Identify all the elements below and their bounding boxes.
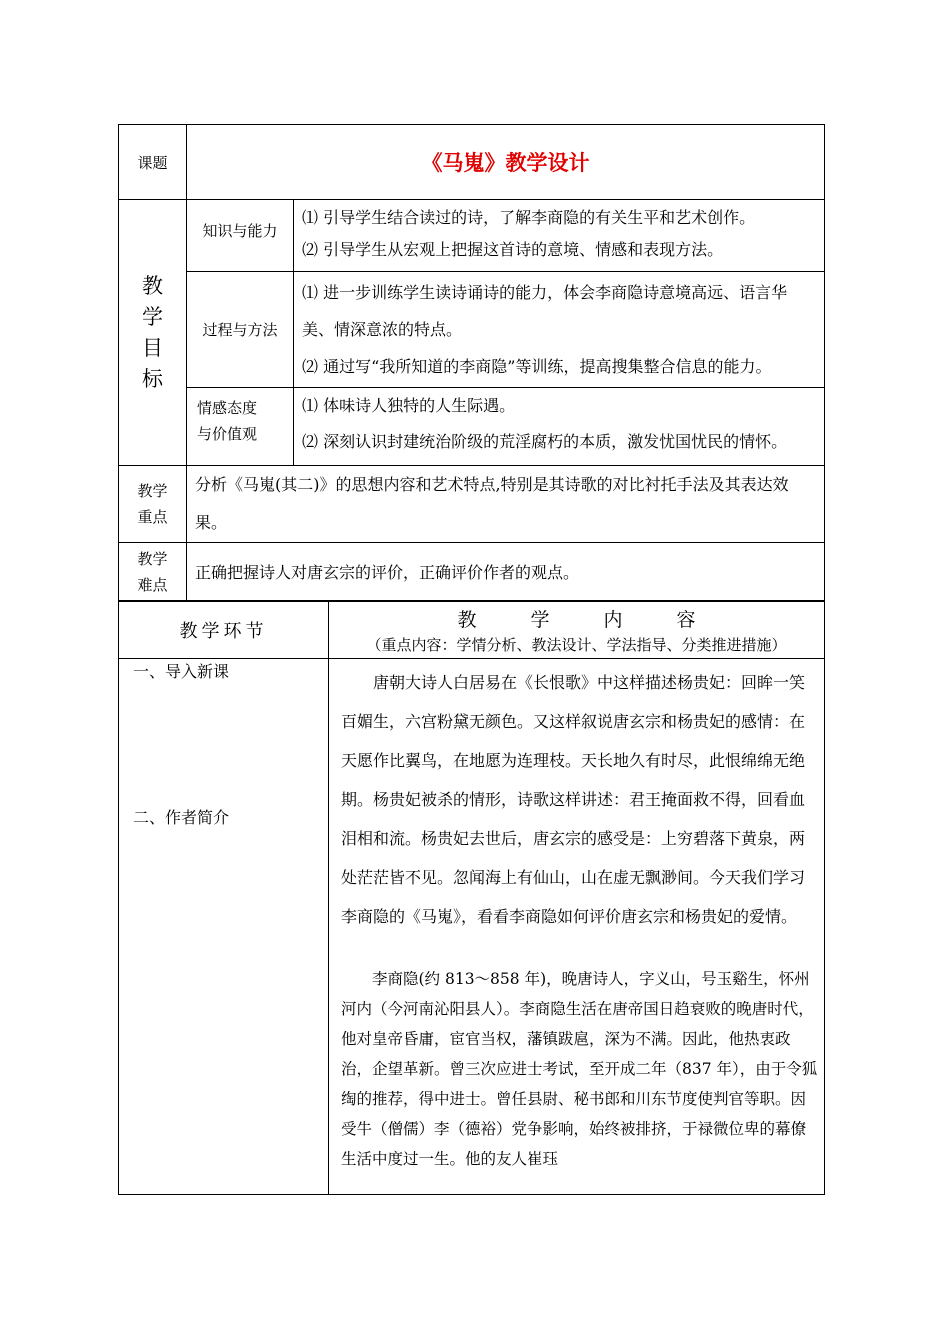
keypoint-content: 分析《马嵬(其二)》的思想内容和艺术特点,特别是其诗歌的对比衬托手法及其表达效果。 <box>187 466 825 543</box>
difficulty-label: 教学 难点 <box>119 543 187 601</box>
objective-label-process: 过程与方法 <box>187 272 294 388</box>
objective-label-values: 情感态度 与价值观 <box>187 388 294 466</box>
objective-item: ⑵ 深刻认识封建统治阶级的荒淫腐朽的本质，激发忧国忧民的情怀。 <box>302 432 788 451</box>
stage-header: 教学环节 <box>119 602 329 659</box>
objective-row-values <box>119 388 825 466</box>
content-body-row <box>119 659 825 1195</box>
objective-item: ⑴ 进一步训练学生读诗诵诗的能力，体会李商隐诗意境高远、语言华美、情深意浓的特点。 <box>302 283 788 339</box>
author-bio-text: 李商隐(约 813～858 年)，晚唐诗人，字义山，号玉谿生，怀州河内（今河南沁阳县人）。李商隐生活在唐帝国日趋衰败的晚唐时代，他对皇帝昏庸，宦官当权，藩镇跋扈，深为不满。因此，他热衷政治，企望革新。曾三次应进士考试，至开成二年（837 年），由于令狐绹的推荐，得中进士。曾任县尉、秘书郎和川东节度使判官等职。因受牛（僧儒）李（德裕）党争影响，始终被排挤，于禄微位卑的幕僚生活中度过一生。他的友人崔珏 <box>341 970 818 1168</box>
objective-row-process <box>119 272 825 388</box>
objective-item: ⑵ 引导学生从宏观上把握这首诗的意境、情感和表现方法。 <box>302 240 724 259</box>
keypoint-row <box>119 466 825 543</box>
topic-label: 课题 <box>119 125 187 200</box>
objective-content-knowledge <box>294 200 825 272</box>
objective-content-values <box>294 388 825 466</box>
objective-content-process <box>294 272 825 388</box>
objective-label-knowledge: 知识与能力 <box>187 200 294 272</box>
content-header-subtitle: （重点内容：学情分析、教法设计、学法指导、分类推进措施） <box>366 636 787 654</box>
content-header <box>329 602 825 659</box>
objective-item: ⑴ 体味诗人独特的人生际遇。 <box>302 396 516 415</box>
lesson-content-table <box>118 601 825 1195</box>
objective-item: ⑵ 通过写“我所知道的李商隐”等训练，提高搜集整合信息的能力。 <box>302 357 772 376</box>
difficulty-row <box>119 543 825 601</box>
content-header-row <box>119 602 825 659</box>
page-title: 《马嵬》教学设计 <box>187 125 825 200</box>
title-row <box>119 125 825 200</box>
intro-text: 唐朝大诗人白居易在《长恨歌》中这样描述杨贵妃：回眸一笑百媚生，六宫粉黛无颜色。又这样叙说唐玄宗和杨贵妃的感情：在天愿作比翼鸟，在地愿为连理枝。天长地久有时尽，此恨绵绵无绝期。杨贵妃被杀的情形，诗歌这样讲述：君王掩面救不得，回看血泪相和流。杨贵妃去世后，唐玄宗的感受是：上穷碧落下黄泉，两处茫茫皆不见。忽闻海上有仙山，山在虚无飘渺间。今天我们学习李商隐的《马嵬》，看看李商隐如何评价唐玄宗和杨贵妃的爱情。 <box>341 673 806 926</box>
content-column <box>329 659 825 1195</box>
objective-item: ⑴ 引导学生结合读过的诗，了解李商隐的有关生平和艺术创作。 <box>302 208 756 227</box>
objective-row-knowledge <box>119 200 825 272</box>
difficulty-content: 正确把握诗人对唐玄宗的评价，正确评价作者的观点。 <box>187 543 825 601</box>
stage-column <box>119 659 329 1195</box>
keypoint-label: 教学 重点 <box>119 466 187 543</box>
lesson-info-table <box>118 124 825 601</box>
spacer <box>329 936 824 958</box>
section-author: 二、作者简介 <box>133 808 230 827</box>
objectives-label: 教 学 目 标 <box>119 200 187 466</box>
section-intro: 一、导入新课 <box>133 662 230 681</box>
content-header-title: 教 学 内 容 <box>457 609 720 631</box>
